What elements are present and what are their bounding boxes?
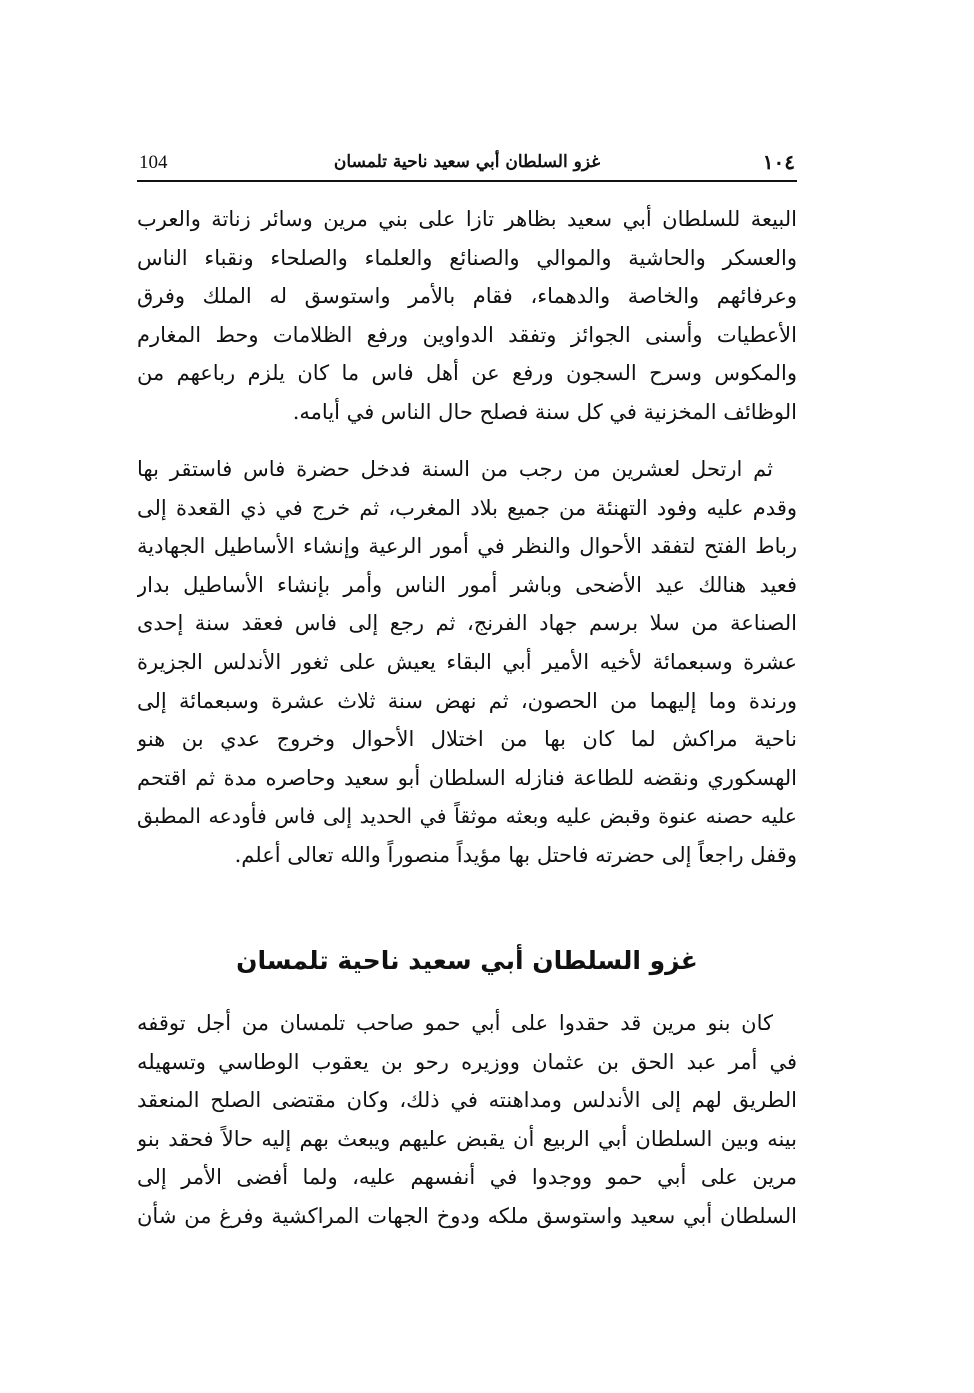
paragraph-2 [137,450,797,875]
text-line: رباط الفتح لتفقد الأحوال والنظر في أمور الرعية وإنشاء الأساطيل الجهادية [137,534,797,559]
paragraph-1 [137,200,797,432]
text-line: الطريق لهم إلى الأندلس ومداهنته في ذلك، وكان مقتضى الصلح المنعقد [137,1088,797,1113]
text-line: والعسكر والحاشية والموالي والصنائع والعلماء والصلحاء ونقباء الناس [137,245,797,270]
text-line: البيعة للسلطان أبي سعيد بظاهر تازا على بني مرين وسائر زناتة والعرب [137,207,797,231]
text-line: ثم ارتحل لعشرين من رجب من السنة فدخل حضرة فاس فاستقر بها [137,457,773,481]
paragraph-3 [137,1004,797,1236]
text-line: الهسكوري ونقضه للطاعة فنازله السلطان أبو سعيد وحاصره مدة ثم اقتحم [137,765,797,790]
running-title: غزو السلطان أبي سعيد ناحية تلمسان [333,152,601,172]
text-line: الوظائف المخزنية في كل سنة فصلح حال الناس في أيامه. [292,399,797,424]
page-number-arabic: ١٠٤ [762,150,795,174]
text-line: عليه حصنه عنوة وقبض عليه وبعثه موثقاً في الحديد إلى فاس فأودعه المطبق [137,804,797,829]
text-line: وعرفائهم والخاصة والدهماء، فقام بالأمر واستوسق له الملك وفرق [137,284,797,309]
text-line: وقفل راجعاً إلى حضرته فاحتل بها مؤيداً منصوراً والله تعالى أعلم. [234,842,797,867]
page-number-latin: 104 [139,152,168,173]
text-line: كان بنو مرين قد حقدوا على أبي حمو صاحب تلمسان من أجل توقفه [137,1011,773,1035]
text-line: مرين على أبي حمو ووجدوا في أنفسهم عليه، ولما أفضى الأمر إلى [137,1165,797,1190]
text-line: فعيد هنالك عيد الأضحى وباشر أمور الناس وأمر بإنشاء الأساطيل بدار [137,572,797,597]
text-line: والمكوس وسرح السجون ورفع عن أهل فاس ما كان يلزم رباعهم من [137,361,797,386]
text-line: الأعطيات وأسنى الجوائز وتفقد الدواوين ورفع الظلامات وحط المغارم [137,322,797,347]
section-heading: غزو السلطان أبي سعيد ناحية تلمسان [236,946,698,975]
text-line: عشرة وسبعمائة لأخيه الأمير أبي البقاء يعيش على ثغور الأندلس الجزيرة [137,649,797,674]
page-header [137,150,797,182]
text-line: ورندة وما إليهما من الحصون، ثم نهض سنة ثلاث عشرة وسبعمائة إلى [137,688,797,713]
text-line: بينه وبين السلطان أبي الربيع أن يقبض عليهم ويبعث بهم إليه حالاً فحقد بنو [137,1126,797,1151]
text-line: ناحية مراكش لما كان بها من اختلال الأحوال وخروج عدي بن هنو [137,727,797,752]
text-line: في أمر عبد الحق بن عثمان ووزيره رحو بن يعقوب الوطاسي وتسهيله [137,1049,797,1074]
text-line: الصناعة من سلا برسم جهاد الفرنج، ثم رجع إلى فاس فعقد سنة إحدى [137,611,797,636]
text-line: وقدم عليه وفود التهنئة من جميع بلاد المغرب، ثم خرج في ذي القعدة إلى [137,495,797,520]
text-line: السلطان أبي سعيد واستوسق ملكه ودوخ الجهات المراكشية وفرغ من شأن [137,1203,797,1228]
